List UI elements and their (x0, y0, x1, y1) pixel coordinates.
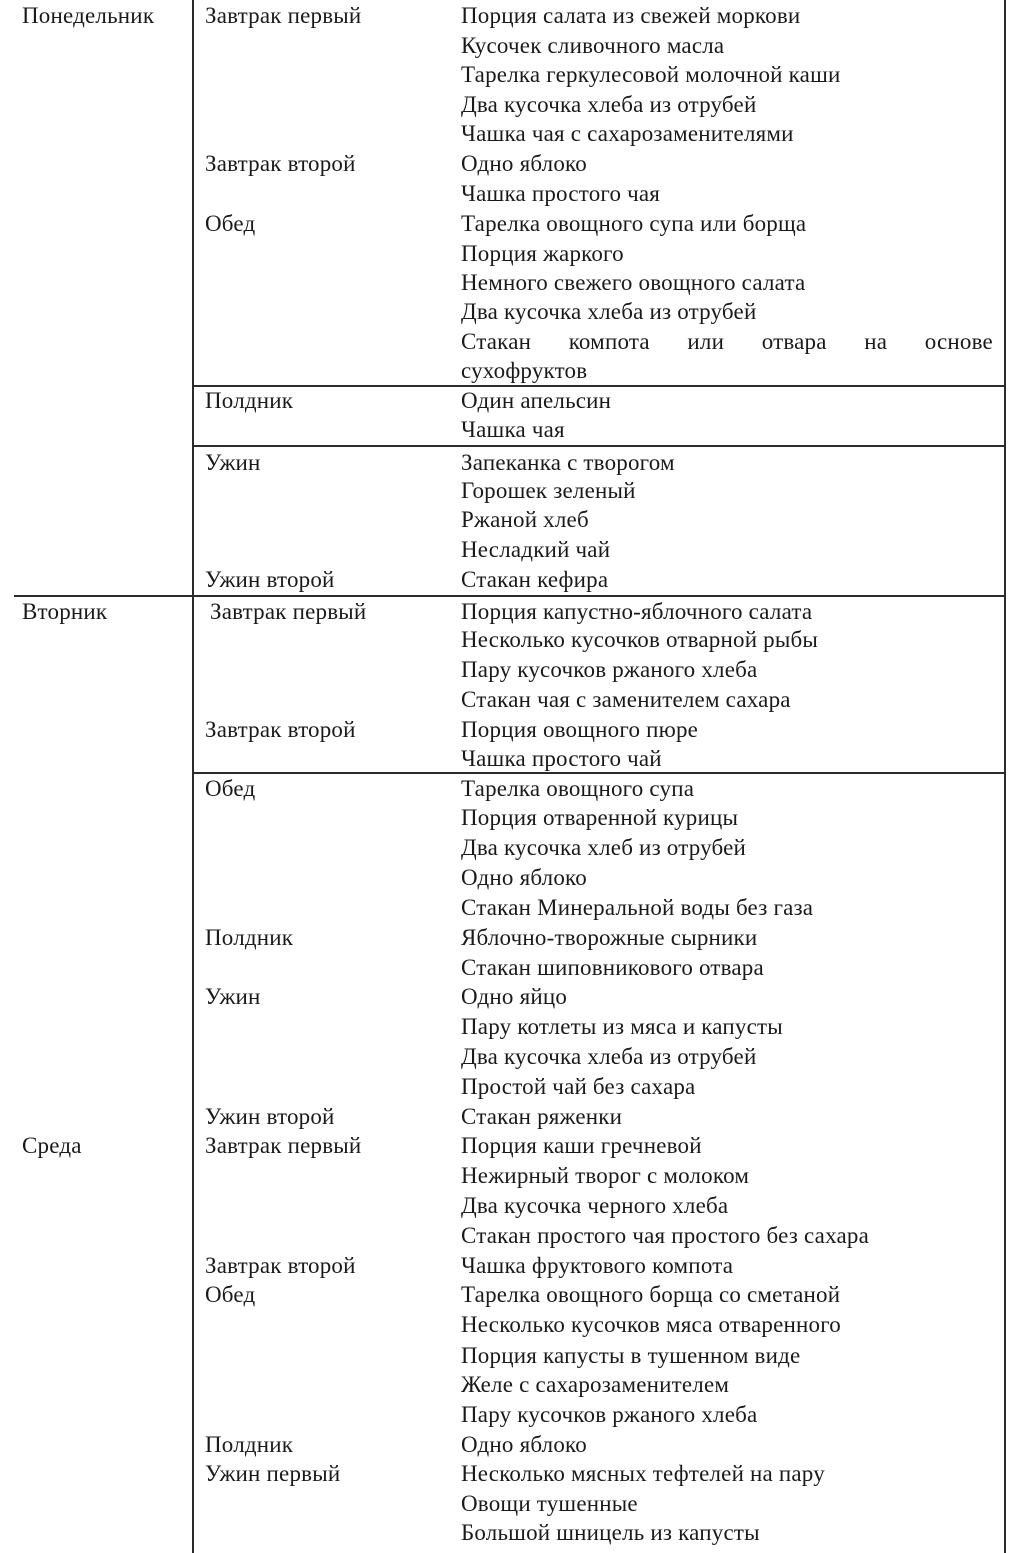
dish-item: Одно яблоко (461, 151, 587, 176)
dish-item: Порция капустно-яблочного салата (461, 599, 813, 624)
dish-item: Тарелка овощного борща со сметаной (461, 1282, 841, 1307)
dish-item: Порция салата из свежей моркови (461, 3, 801, 28)
row-divider-2 (192, 445, 1006, 447)
dish-item: Один апельсин (461, 388, 612, 413)
dish-item: Два кусочка черного хлеба (461, 1193, 729, 1218)
dish-word: или (687, 329, 725, 354)
dish-item: Несладкий чай (461, 537, 611, 562)
day-label-monday: Понедельник (22, 3, 155, 28)
dish-item: Стакан шиповникового отвара (461, 955, 764, 980)
dish-item: Чашка чая с сахарозаменителями (461, 121, 794, 146)
day-label-wednesday: Среда (22, 1133, 82, 1158)
dish-item: Порция жаркого (461, 241, 624, 266)
meal-label: Обед (205, 211, 256, 236)
meal-label: Завтрак первый (205, 3, 362, 28)
dish-word: компота (568, 329, 650, 354)
meal-label: Полдник (205, 925, 294, 950)
meal-label: Полдник (205, 388, 294, 413)
dish-item: Порция капусты в тушенном виде (461, 1343, 801, 1368)
dish-item: Несколько кусочков мяса отваренного (461, 1312, 841, 1337)
dish-item: Одно яйцо (461, 984, 568, 1009)
dish-item: Стакан чая с заменителем сахара (461, 687, 791, 712)
dish-item: Пару котлеты из мяса и капусты (461, 1014, 783, 1039)
dish-item: Порция отваренной курицы (461, 805, 739, 830)
meal-label: Ужин (205, 450, 261, 475)
dish-item: Чашка чая (461, 417, 565, 442)
dish-item: Пару кусочков ржаного хлеба (461, 657, 758, 682)
dish-item: Немного свежего овощного салата (461, 270, 806, 295)
dish-item: Овощи тушенные (461, 1491, 638, 1516)
dish-item: Желе с сахарозаменителем (461, 1372, 730, 1397)
day-label-tuesday: Вторник (22, 599, 108, 624)
dish-word: отвара (761, 329, 827, 354)
meal-label: Завтрак второй (205, 151, 356, 176)
dish-item: Тарелка овощного супа или борща (461, 211, 807, 236)
dish-item: Два кусочка хлеба из отрубей (461, 299, 757, 324)
dish-item: Порция каши гречневой (461, 1133, 702, 1158)
dish-word: Стакан (461, 329, 532, 354)
meal-label: Обед (205, 1282, 256, 1307)
table-left-border (192, 0, 194, 1553)
meal-label: Завтрак второй (205, 717, 356, 742)
dish-item: Простой чай без сахара (461, 1074, 696, 1099)
meal-label: Завтрак первый (210, 599, 367, 624)
meal-label: Завтрак второй (205, 1253, 356, 1278)
dish-item: Одно яблоко (461, 865, 587, 890)
meal-label: Полдник (205, 1432, 294, 1457)
dish-item: Два кусочка хлеба из отрубей (461, 1044, 757, 1069)
dish-word: основе (924, 329, 993, 354)
dish-item: Яблочно-творожные сырники (461, 925, 758, 950)
dish-item: Стакан простого чая простого без сахара (461, 1223, 870, 1248)
dish-item: Кусочек сливочного масла (461, 33, 725, 58)
dish-item: Порция овощного пюре (461, 717, 699, 742)
dish-item-justified (461, 327, 993, 357)
dish-item: Тарелка овощного супа (461, 776, 695, 801)
dish-item: Два кусочка хлеба из отрубей (461, 92, 757, 117)
dish-item: Одно яблоко (461, 1432, 587, 1457)
dish-item: Большой шницель из капусты (461, 1520, 760, 1545)
dish-item: Стакан Минеральной воды без газа (461, 895, 814, 920)
dish-item: Ржаной хлеб (461, 507, 589, 532)
meal-label: Ужин второй (205, 1104, 335, 1129)
dish-item: Стакан ряженки (461, 1104, 623, 1129)
dish-item: Чашка фруктового компота (461, 1253, 734, 1278)
dish-item: Два кусочка хлеб из отрубей (461, 835, 747, 860)
meal-label: Ужин (205, 984, 261, 1009)
meal-label: Завтрак первый (205, 1133, 362, 1158)
dish-item: Нежирный творог с молоком (461, 1163, 750, 1188)
meal-label: Ужин первый (205, 1461, 341, 1486)
dish-item: Запеканка с творогом (461, 450, 675, 475)
dish-item: Пару кусочков ржаного хлеба (461, 1402, 758, 1427)
dish-item: Горошек зеленый (461, 478, 636, 503)
dish-item: Тарелка геркулесовой молочной каши (461, 62, 841, 87)
meal-label: Ужин второй (205, 567, 335, 592)
dish-item: Чашка простого чая (461, 181, 661, 206)
dish-item: Чашка простого чай (461, 746, 662, 771)
dish-item: Стакан кефира (461, 567, 609, 592)
dish-item: сухофруктов (461, 358, 588, 383)
dish-word: на (864, 329, 888, 354)
dish-item: Несколько мясных тефтелей на пару (461, 1461, 825, 1486)
table-right-border (1004, 0, 1006, 1553)
dish-item: Несколько кусочков отварной рыбы (461, 627, 819, 652)
meal-label: Обед (205, 776, 256, 801)
